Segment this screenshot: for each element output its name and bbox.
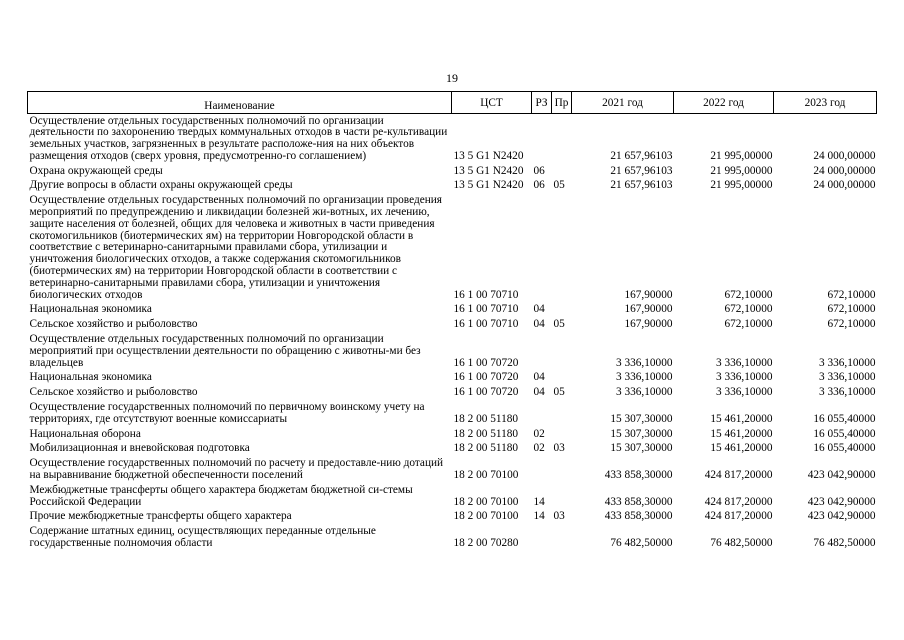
table-row (28, 164, 877, 179)
header-name: Наименование (28, 92, 452, 114)
row-value-2021: 167,90000 (624, 303, 673, 316)
row-value-2022: 3 336,10000 (716, 371, 773, 384)
row-rz: 04 (533, 386, 545, 399)
row-value-2022: 21 995,00000 (710, 164, 773, 177)
row-name: Прочие межбюджетные трансферты общего характера (29, 510, 292, 523)
table-header-row (28, 92, 877, 114)
row-cst: 16 1 00 70710 (453, 303, 519, 316)
table-row (28, 457, 877, 484)
row-value-2023: 24 000,00000 (813, 149, 876, 162)
table-row (28, 401, 877, 428)
row-value-2023: 76 482,50000 (813, 537, 876, 549)
row-value-2021: 21 657,96103 (610, 179, 673, 192)
row-rz: 14 (533, 495, 545, 508)
table-row (28, 114, 877, 165)
row-value-2022: 15 461,20000 (710, 412, 773, 425)
row-value-2021: 433 858,30000 (604, 469, 673, 482)
row-value-2022: 21 995,00000 (710, 149, 773, 162)
row-rz (532, 525, 552, 552)
row-value-2021: 15 307,30000 (610, 442, 673, 455)
table-row (28, 333, 877, 371)
row-value-2023: 16 055,40000 (813, 412, 876, 425)
budget-table (27, 91, 877, 551)
row-value-2021: 433 858,30000 (604, 495, 673, 508)
row-cst: 13 5 G1 N2420 (453, 164, 524, 177)
row-value-2023: 423 042,90000 (807, 510, 876, 523)
row-name: Содержание штатных единиц, осуществляющих переданные отдельные государственные полномочия области (29, 525, 376, 549)
row-value-2022: 424 817,20000 (704, 510, 773, 523)
row-name: Охрана окружающей среды (29, 164, 163, 177)
row-name: Сельское хозяйство и рыболовство (29, 386, 198, 399)
table-row (28, 194, 877, 303)
row-pr (552, 483, 572, 510)
row-value-2023: 3 336,10000 (819, 386, 876, 399)
page-number: 19 (446, 71, 458, 85)
row-name: Межбюджетные трансферты общего характера бюджетам бюджетной си-стемы Российской Федерации (29, 483, 413, 508)
row-rz (532, 114, 552, 165)
row-rz: 04 (533, 371, 545, 384)
row-value-2022: 424 817,20000 (704, 469, 773, 482)
row-pr (552, 333, 572, 371)
row-name: Сельское хозяйство и рыболовство (29, 318, 198, 331)
row-value-2021: 21 657,96103 (610, 164, 673, 177)
row-value-2022: 3 336,10000 (716, 386, 773, 399)
row-value-2021: 21 657,96103 (610, 149, 673, 162)
row-value-2021: 3 336,10000 (616, 371, 673, 384)
row-pr (552, 525, 572, 552)
row-name: Национальная экономика (29, 303, 152, 316)
row-cst: 16 1 00 70720 (453, 386, 519, 399)
row-pr (552, 427, 572, 442)
row-value-2021: 167,90000 (624, 288, 673, 301)
table-row (28, 371, 877, 386)
row-rz: 02 (533, 442, 545, 455)
row-value-2023: 672,10000 (827, 318, 876, 331)
row-value-2021: 167,90000 (624, 318, 673, 331)
row-pr (552, 194, 572, 303)
row-value-2023: 3 336,10000 (819, 356, 876, 369)
row-cst: 16 1 00 70720 (453, 371, 519, 384)
table-row (28, 427, 877, 442)
row-cst: 18 2 00 51180 (453, 427, 519, 440)
header-2022: 2022 год (674, 92, 774, 114)
row-rz: 04 (533, 318, 545, 331)
row-name: Осуществление государственных полномочий по расчету и предоставле-нию дотаций на выравнивание бюджетной обеспеченности поселений (29, 457, 444, 482)
row-pr (552, 114, 572, 165)
table-row (28, 386, 877, 401)
row-pr: 05 (553, 386, 565, 399)
row-value-2022: 672,10000 (724, 318, 773, 331)
row-value-2023: 16 055,40000 (813, 427, 876, 440)
header-pr: Пр (552, 92, 572, 114)
row-name: Осуществление отдельных государственных полномочий по организации проведения мероприятий по предупреждению и ликвидации болезней жи-вотных, их лечению, защите населения от болезней, общих для человека и животных в части приведения скотомогильников (биотермических ям) на территории Новгородской области в соответствие с ветеринарно-санитарными правилами сбора, утилизации и уничтожения биологических отходов, а также содержания скотомогильников (биотермических ям) на территории Новгородской области в соответствии с ветеринарно-санитарными правилами сбора, утилизации и уничтожения биологических отходов (29, 194, 442, 301)
table-row (28, 442, 877, 457)
row-value-2022: 672,10000 (724, 288, 773, 301)
row-cst: 16 1 00 70720 (453, 356, 519, 369)
row-cst: 16 1 00 70710 (453, 288, 519, 301)
row-pr: 03 (553, 510, 565, 523)
row-cst: 13 5 G1 N2420 (453, 179, 524, 192)
row-value-2021: 15 307,30000 (610, 412, 673, 425)
row-value-2023: 423 042,90000 (807, 495, 876, 508)
row-value-2023: 16 055,40000 (813, 442, 876, 455)
row-pr (552, 164, 572, 179)
row-value-2023: 423 042,90000 (807, 469, 876, 482)
row-value-2022: 76 482,50000 (710, 537, 773, 549)
table-row (28, 179, 877, 194)
row-name: Мобилизационная и вневойсковая подготовка (29, 442, 250, 455)
row-rz: 06 (533, 179, 545, 192)
table-body (28, 114, 877, 552)
row-name: Другие вопросы в области охраны окружающей среды (29, 179, 293, 192)
table-row (28, 483, 877, 510)
row-value-2023: 24 000,00000 (813, 179, 876, 192)
row-rz (532, 333, 552, 371)
row-value-2022: 672,10000 (724, 303, 773, 316)
row-value-2023: 3 336,10000 (819, 371, 876, 384)
row-value-2022: 21 995,00000 (710, 179, 773, 192)
row-rz (532, 457, 552, 484)
row-pr: 05 (553, 179, 565, 192)
row-pr (552, 457, 572, 484)
row-value-2022: 15 461,20000 (710, 442, 773, 455)
row-cst: 18 2 00 51180 (453, 412, 519, 425)
row-pr: 03 (553, 442, 565, 455)
row-rz: 04 (533, 303, 545, 316)
row-value-2021: 3 336,10000 (616, 386, 673, 399)
row-value-2022: 3 336,10000 (716, 356, 773, 369)
row-cst: 13 5 G1 N2420 (453, 149, 524, 162)
row-name: Осуществление отдельных государственных полномочий по организации мероприятий при осуществлении деятельности по обращению с животны-ми без владельцев (29, 333, 421, 369)
row-cst: 16 1 00 70710 (453, 318, 519, 331)
table-row (28, 525, 877, 552)
row-value-2023: 24 000,00000 (813, 164, 876, 177)
row-cst: 18 2 00 70100 (453, 510, 519, 523)
row-value-2021: 76 482,50000 (610, 537, 673, 549)
row-cst: 18 2 00 51180 (453, 442, 519, 455)
header-2021: 2021 год (572, 92, 674, 114)
row-value-2022: 15 461,20000 (710, 427, 773, 440)
row-name: Осуществление государственных полномочий по первичному воинскому учету на территориях, где отсутствуют военные комиссариаты (29, 401, 425, 425)
row-cst: 18 2 00 70280 (453, 537, 519, 549)
table-row (28, 318, 877, 333)
table-row (28, 303, 877, 318)
row-pr (552, 401, 572, 428)
row-pr (552, 303, 572, 318)
row-rz (532, 194, 552, 303)
row-value-2021: 3 336,10000 (616, 356, 673, 369)
row-name: Национальная оборона (29, 427, 141, 440)
row-cst: 18 2 00 70100 (453, 469, 519, 482)
row-value-2022: 424 817,20000 (704, 495, 773, 508)
row-value-2021: 15 307,30000 (610, 427, 673, 440)
row-name: Национальная экономика (29, 371, 152, 384)
header-rz: РЗ (532, 92, 552, 114)
header-2023: 2023 год (774, 92, 877, 114)
row-name: Осуществление отдельных государственных полномочий по организации деятельности по захоронению твердых коммунальных отходов в части ре-культивации земельных участков, загрязненных в результате расположе-ния на них объектов размещения отходов (сверх уровня, предусмотренно-го соглашением) (29, 114, 448, 162)
row-value-2023: 672,10000 (827, 303, 876, 316)
header-cst: ЦСТ (452, 92, 532, 114)
row-rz: 06 (533, 164, 545, 177)
row-rz: 02 (533, 427, 545, 440)
row-rz (532, 401, 552, 428)
row-cst: 18 2 00 70100 (453, 495, 519, 508)
row-value-2021: 433 858,30000 (604, 510, 673, 523)
row-value-2023: 672,10000 (827, 288, 876, 301)
row-pr: 05 (553, 318, 565, 331)
row-rz: 14 (533, 510, 545, 523)
table-row (28, 510, 877, 525)
row-pr (552, 371, 572, 386)
